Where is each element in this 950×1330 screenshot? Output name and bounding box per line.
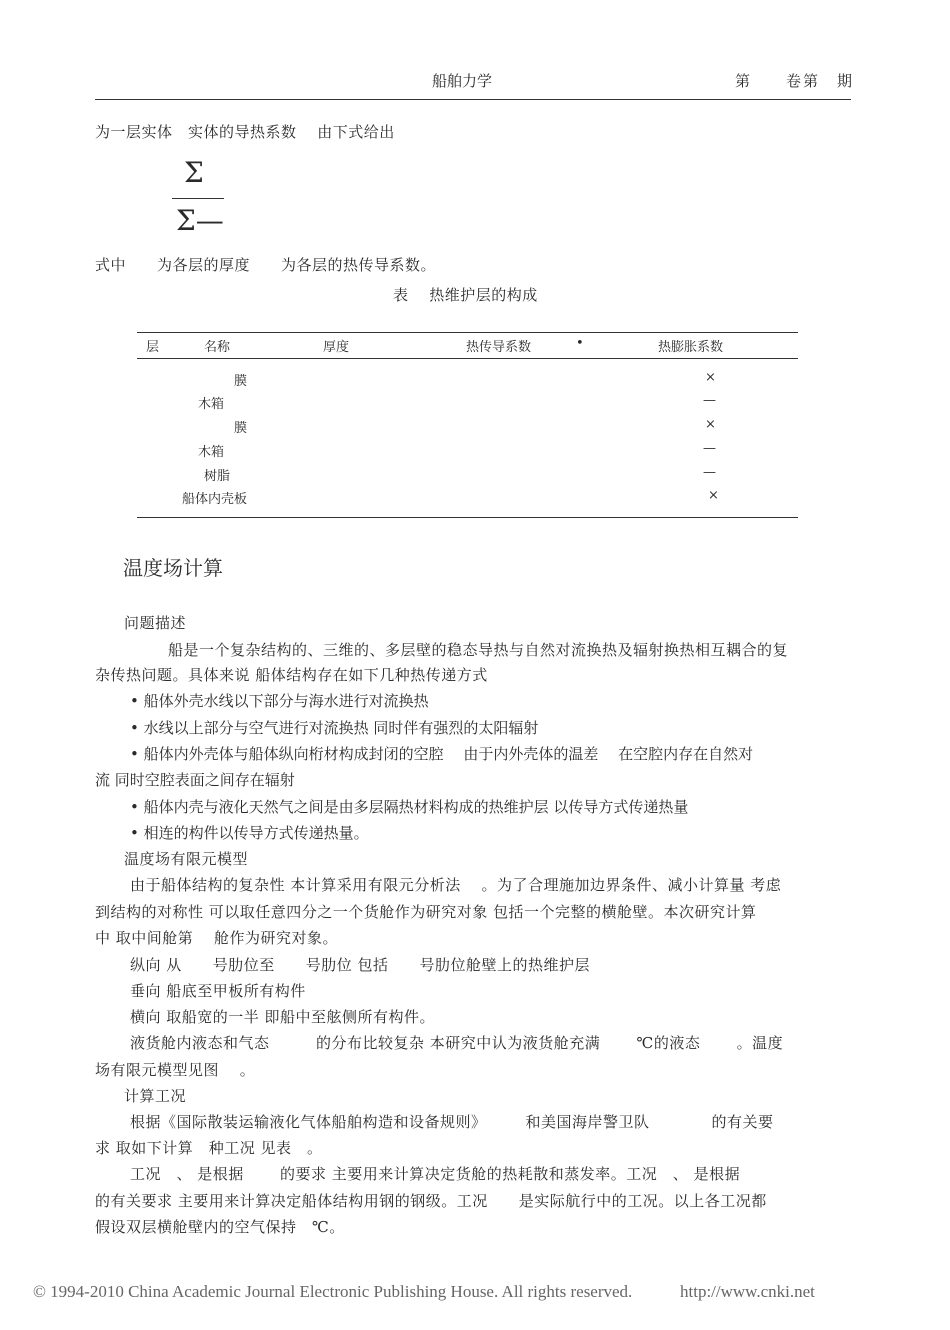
table-header-conductivity: 热传导系数 [466, 340, 532, 355]
table-header-expansion: 热膨胀系数 [658, 340, 724, 355]
paragraph-line: 由于船体结构的复杂性 本计算采用有限元分析法 。为了合理施加边界条件、减小计算量 考虑 [130, 876, 782, 894]
paragraph-line: 到结构的对称性 可以取任意四分之一个货舱作为研究对象 包括一个完整的横舱壁。本次研究计算 [95, 903, 757, 921]
bullet-item: • 水线以上部分与空气进行对流换热 同时伴有强烈的太阳辐射 [130, 719, 539, 737]
formula-fraction-bar [172, 198, 224, 199]
paragraph-line: 场有限元模型见图 。 [95, 1061, 256, 1079]
paragraph-line: 液货舱内液态和气态 的分布比较复杂 本研究中认为液货舱充满 ℃的液态 。温度 [130, 1034, 784, 1052]
formula-numerator: Σ [184, 156, 204, 189]
paragraph-line: 根据《国际散装运输液化气体船舶构造和设备规则》 和美国海岸警卫队 的有关要 [130, 1113, 774, 1131]
table-header-thickness: 厚度 [323, 340, 350, 355]
table-row-name: 树脂 [204, 469, 231, 484]
paragraph-line: 工况 、 是根据 的要求 主要用来计算决定货舱的热耗散和蒸发率。工况 、 是根据 [130, 1165, 741, 1183]
table-row-coef: — [703, 441, 716, 456]
bullet-item: • 船体外壳水线以下部分与海水进行对流换热 [130, 692, 429, 710]
table-row-name: 木箱 [198, 445, 225, 460]
table-row-name: 膜 [234, 374, 248, 389]
table-row-name: 船体内壳板 [182, 492, 248, 507]
table-header-rule [137, 358, 798, 359]
paragraph-line: 求 取如下计算 种工况 见表 。 [95, 1139, 323, 1157]
table-caption: 表 热维护层的构成 [393, 286, 538, 304]
bullet-item-continuation: 流 同时空腔表面之间存在辐射 [95, 771, 295, 789]
subsection-problem: 问题描述 [124, 614, 187, 632]
table-header-layer: 层 [146, 340, 160, 355]
paragraph-line: 的有关要求 主要用来计算决定船体结构用钢的钢级。工况 是实际航行中的工况。以上各工况都 [95, 1192, 767, 1210]
table-bottom-rule [137, 517, 798, 518]
subsection-load-cases: 计算工况 [124, 1087, 187, 1105]
table-row-coef: — [703, 465, 716, 480]
subsection-fem-model: 温度场有限元模型 [124, 850, 249, 868]
table-top-rule [137, 332, 798, 333]
paragraph-line: 中 取中间舱第 舱作为研究对象。 [95, 929, 339, 947]
table-header-unit-dot: • [576, 336, 584, 351]
table-row-name: 木箱 [198, 397, 225, 412]
footer-copyright: © 1994-2010 China Academic Journal Electronic Publishing House. All rights reserved. [33, 1282, 633, 1301]
bullet-item: • 船体内壳与液化天然气之间是由多层隔热材料构成的热维护层 以传导方式传递热量 [130, 798, 689, 816]
running-header-title: 船舶力学 [432, 72, 493, 90]
table-row-coef: × [705, 417, 716, 432]
paragraph-line: 假设双层横舱壁内的空气保持 ℃。 [95, 1218, 345, 1236]
footer-url-link[interactable]: http://www.cnki.net [680, 1282, 815, 1301]
table-row-coef: × [705, 370, 716, 385]
paragraph-line: 船是一个复杂结构的、三维的、多层壁的稳态导热与自然对流换热及辐射换热相互耦合的复 [168, 641, 789, 659]
table-row-coef: × [708, 488, 719, 503]
header-rule [95, 99, 851, 100]
section-title: 温度场计算 [123, 556, 223, 580]
paragraph-line: 垂向 船底至甲板所有构件 [130, 982, 306, 1000]
table-row-coef: — [703, 393, 716, 408]
paragraph-line: 杂传热问题。具体来说 船体结构存在如下几种热传递方式 [95, 666, 488, 684]
table-header-name: 名称 [204, 340, 231, 355]
intro-line: 为一层实体 实体的导热系数 由下式给出 [95, 123, 395, 141]
table-row-name: 膜 [234, 421, 248, 436]
bullet-item: • 船体内外壳体与船体纵向桁材构成封闭的空腔 由于内外壳体的温差 在空腔内存在自然对 [130, 745, 754, 763]
formula-denominator: Σ— [176, 204, 224, 237]
running-header-volume-issue: 第 卷第 期 [735, 72, 855, 90]
bullet-item: • 相连的构件以传导方式传递热量。 [130, 824, 369, 842]
paragraph-line: 纵向 从 号肋位至 号肋位 包括 号肋位舱壁上的热维护层 [130, 956, 591, 974]
where-line: 式中 为各层的厚度 为各层的热传导系数。 [95, 256, 437, 274]
paragraph-line: 横向 取船宽的一半 即船中至舷侧所有构件。 [130, 1008, 436, 1026]
